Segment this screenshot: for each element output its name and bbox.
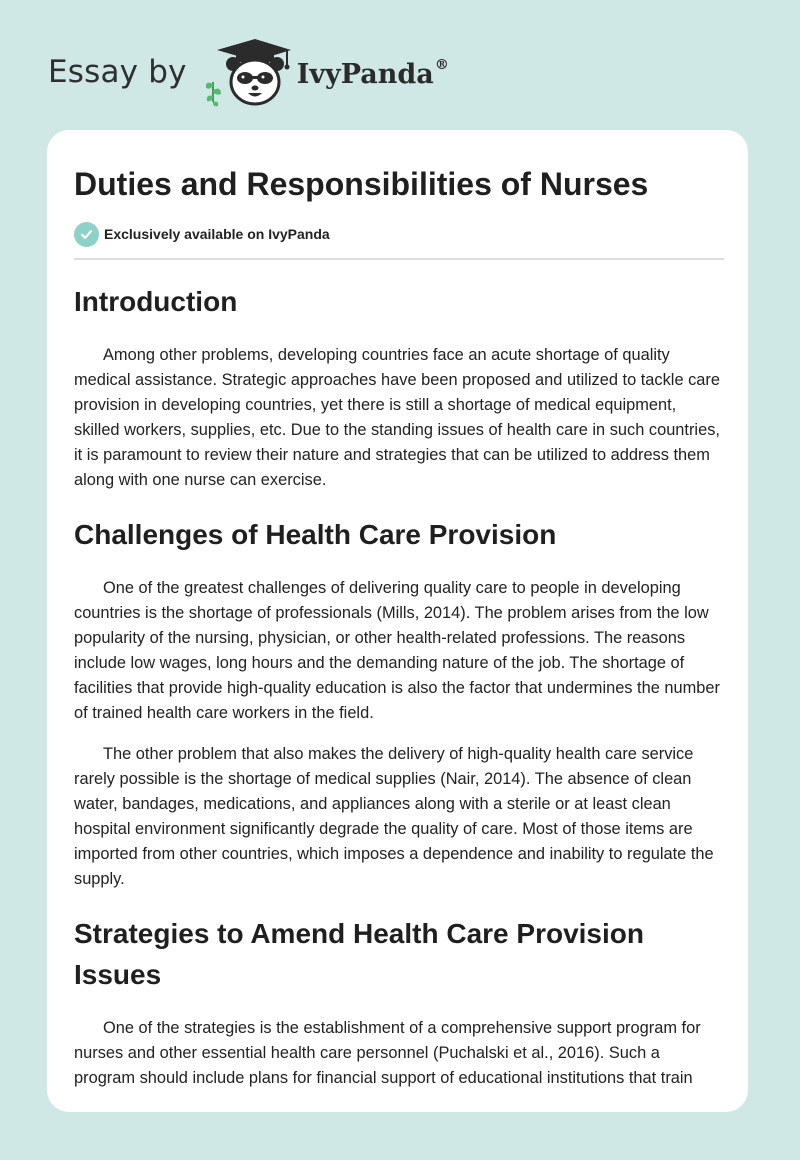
essay-content (74, 160, 724, 1091)
essay-title: Duties and Responsibilities of Nurses (74, 166, 649, 202)
paragraph: Among other problems, developing countries face an acute shortage of quality medical assistance. Strategic approaches have been proposed and utilized to tackle care provision in developing countries, yet there is still a shortage of medical equipment, skilled workers, supplies, etc. Due to the standing issues of health care in such countries, it is paramount to review their nature and strategies that can be utilized to address them along with one nurse can exercise. (74, 346, 720, 489)
paragraph: The other problem that also makes the delivery of high-quality health care service rarely possible is the shortage of medical supplies (Nair, 2014). The absence of clean water, bandages, medications, and appliances along with a sterile or at least clean hospital environment significantly degrade the quality of care. Most of those items are imported from other countries, which imposes a dependence and inability to regulate the supply. (74, 745, 714, 888)
essay-by-label: Essay by (48, 54, 187, 90)
site-header (48, 36, 449, 108)
paragraph: One of the greatest challenges of delivering quality care to people in developing countries is the shortage of professionals (Mills, 2014). The problem arises from the low popularity of the nursing, physician, or other health-related professions. The reasons include low wages, long hours and the demanding nature of the job. The shortage of facilities that provide high-quality education is also the factor that undermines the number of trained health care workers in the field. (74, 579, 720, 722)
section-heading-strategies: Strategies to Amend Health Care Provision Issues (74, 918, 644, 990)
registered-mark: ® (434, 56, 449, 73)
essay-card (47, 130, 748, 1112)
panda-logo-icon[interactable] (203, 36, 295, 108)
brand-name[interactable] (296, 56, 449, 90)
exclusive-badge-label: Exclusively available on IvyPanda (104, 226, 330, 242)
paragraph: One of the strategies is the establishment of a comprehensive support program for nurses and other essential health care personnel (Puchalski et al., 2016). Such a program should include plans for financial support of educational institutions that train (74, 1019, 701, 1087)
exclusive-badge (74, 221, 724, 247)
brand-text: IvyPanda (296, 58, 434, 90)
section-heading-introduction: Introduction (74, 286, 238, 317)
section-heading-challenges: Challenges of Health Care Provision (74, 519, 557, 550)
check-icon (74, 222, 99, 247)
title-divider (74, 258, 724, 260)
